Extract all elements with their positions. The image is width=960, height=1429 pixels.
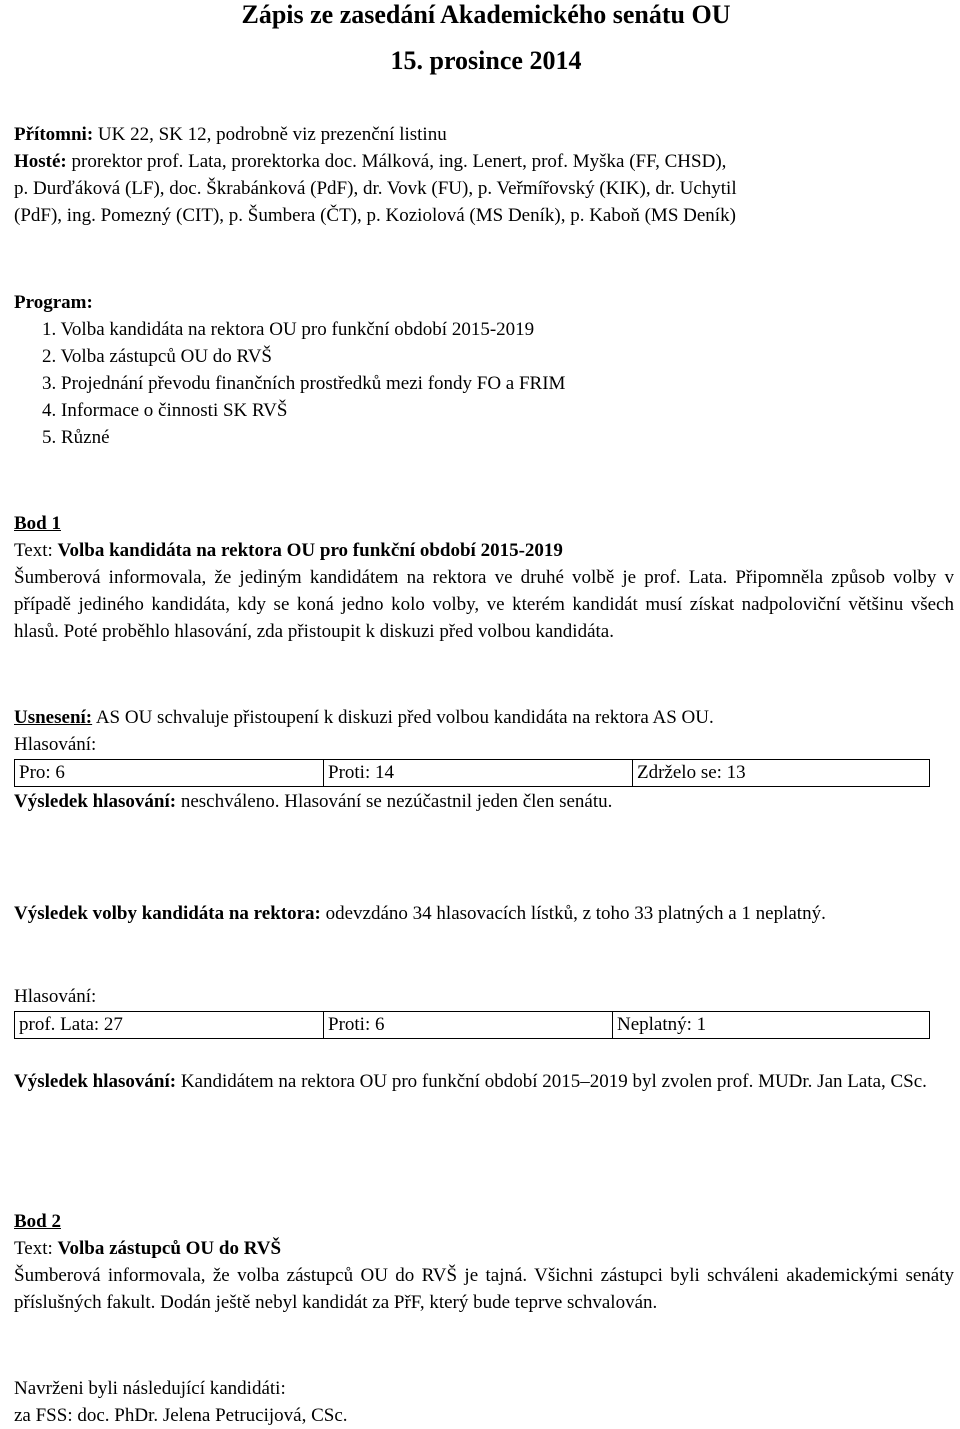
present-label: Přítomni: [14, 124, 94, 145]
bod1-text-title: Volba kandidáta na rektora OU pro funkční období 2015-2019 [57, 540, 563, 561]
program-item: 3. Projednání převodu finančních prostředků mezi fondy FO a FRIM [42, 373, 566, 394]
vote-cell-pro: Pro: 6 [15, 760, 324, 787]
vote-cell-zdrzelo: Zdrželo se: 13 [633, 760, 930, 787]
program-item: 4. Informace o činnosti SK RVŠ [42, 400, 288, 421]
guests-line-3: (PdF), ing. Pomezný (CIT), p. Šumbera (ČT), p. Koziolová (MS Deník), p. Kaboň (MS Deník) [14, 205, 736, 226]
candidates-section [14, 1375, 958, 1429]
result-text: neschváleno. Hlasování se nezúčastnil jeden člen senátu. [180, 791, 613, 812]
vote-result-2 [14, 1068, 954, 1095]
bod1-text-label: Text: [14, 540, 53, 561]
election-label: Výsledek volby kandidáta na rektora: [14, 903, 321, 924]
election-text: odevzdáno 34 hlasovacích lístků, z toho 33 platných a 1 neplatný. [325, 903, 826, 924]
candidate-fss: za FSS: doc. PhDr. Jelena Petrucijová, CSc. [14, 1405, 348, 1426]
election-result [14, 900, 954, 927]
vote-cell-lata: prof. Lata: 27 [15, 1012, 324, 1039]
meeting-date: 15. prosince 2014 [390, 46, 582, 75]
program-list [14, 316, 958, 451]
resolution-label: Usnesení: [14, 707, 93, 728]
result2-label: Výsledek hlasování: [14, 1071, 177, 1092]
program-item: 5. Různé [42, 427, 110, 448]
guests-line-1 [14, 148, 958, 175]
bod1-heading: Bod 1 [14, 513, 61, 534]
bod1-resolution [14, 704, 958, 731]
program-label: Program: [14, 292, 93, 313]
result-label: Výsledek hlasování: [14, 791, 177, 812]
resolution-text: AS OU schvaluje přistoupení k diskuzi před volbou kandidáta na rektora AS OU. [95, 707, 714, 728]
guests-text-1: prorektor prof. Lata, prorektorka doc. Málková, ing. Lenert, prof. Myška (FF, CHSD), [71, 151, 727, 172]
bod2-text-line [14, 1235, 958, 1262]
bod2-text-label: Text: [14, 1238, 53, 1259]
bod2-heading: Bod 2 [14, 1211, 61, 1232]
vote-result-1 [14, 788, 958, 815]
bod1-text-line [14, 537, 958, 564]
guests-label: Hosté: [14, 151, 67, 172]
vote-table-2 [14, 1011, 958, 1039]
attendance-section [14, 121, 958, 229]
program-item: 1. Volba kandidáta na rektora OU pro funkční období 2015-2019 [42, 319, 535, 340]
bod1-paragraph: Šumberová informovala, že jediným kandidátem na rektora ve druhé volbě je prof. Lata. Připomněla způsob volby v případě jediného kandidáta, kdy se koná jedno kolo volby, ve kterém kandidát musí získat nadpoloviční většinu všech hlasů. Poté proběhlo hlasování, zda přistoupit k diskuzi před volbou kandidáta. [14, 567, 954, 642]
program-item: 2. Volba zástupců OU do RVŠ [42, 346, 272, 367]
vote-cell-proti: Proti: 14 [324, 760, 633, 787]
bod2-paragraph: Šumberová informovala, že volba zástupců OU do RVŠ je tajná. Všichni zástupci byli schváleni akademickými senáty příslušných fakult. Dodán ještě nebyl kandidát za PřF, který bude teprve schvalován. [14, 1265, 954, 1313]
bod1-section [14, 510, 958, 645]
result2-text: Kandidátem na rektora OU pro funkční období 2015–2019 byl zvolen prof. MUDr. Jan Lata, CSc. [180, 1071, 927, 1092]
candidates-label: Navrženi byli následující kandidáti: [14, 1378, 286, 1399]
bod2-text-title: Volba zástupců OU do RVŠ [57, 1238, 282, 1259]
present-text: UK 22, SK 12, podrobně viz prezenční listinu [97, 124, 447, 145]
vote-cell-proti-2: Proti: 6 [324, 1012, 613, 1039]
present-line [14, 121, 958, 148]
program-section [14, 289, 958, 451]
bod2-section [14, 1208, 958, 1316]
guests-line-2: p. Durďáková (LF), doc. Škrabánková (PdF), dr. Vovk (FU), p. Veřmířovský (KIK), dr. Uchytil [14, 178, 737, 199]
voting2-label: Hlasování: [14, 986, 97, 1007]
vote-table-1 [14, 759, 958, 787]
voting-label: Hlasování: [14, 734, 97, 755]
document-title: Zápis ze zasedání Akademického senátu OU [241, 0, 731, 29]
vote-cell-neplatny: Neplatný: 1 [613, 1012, 930, 1039]
